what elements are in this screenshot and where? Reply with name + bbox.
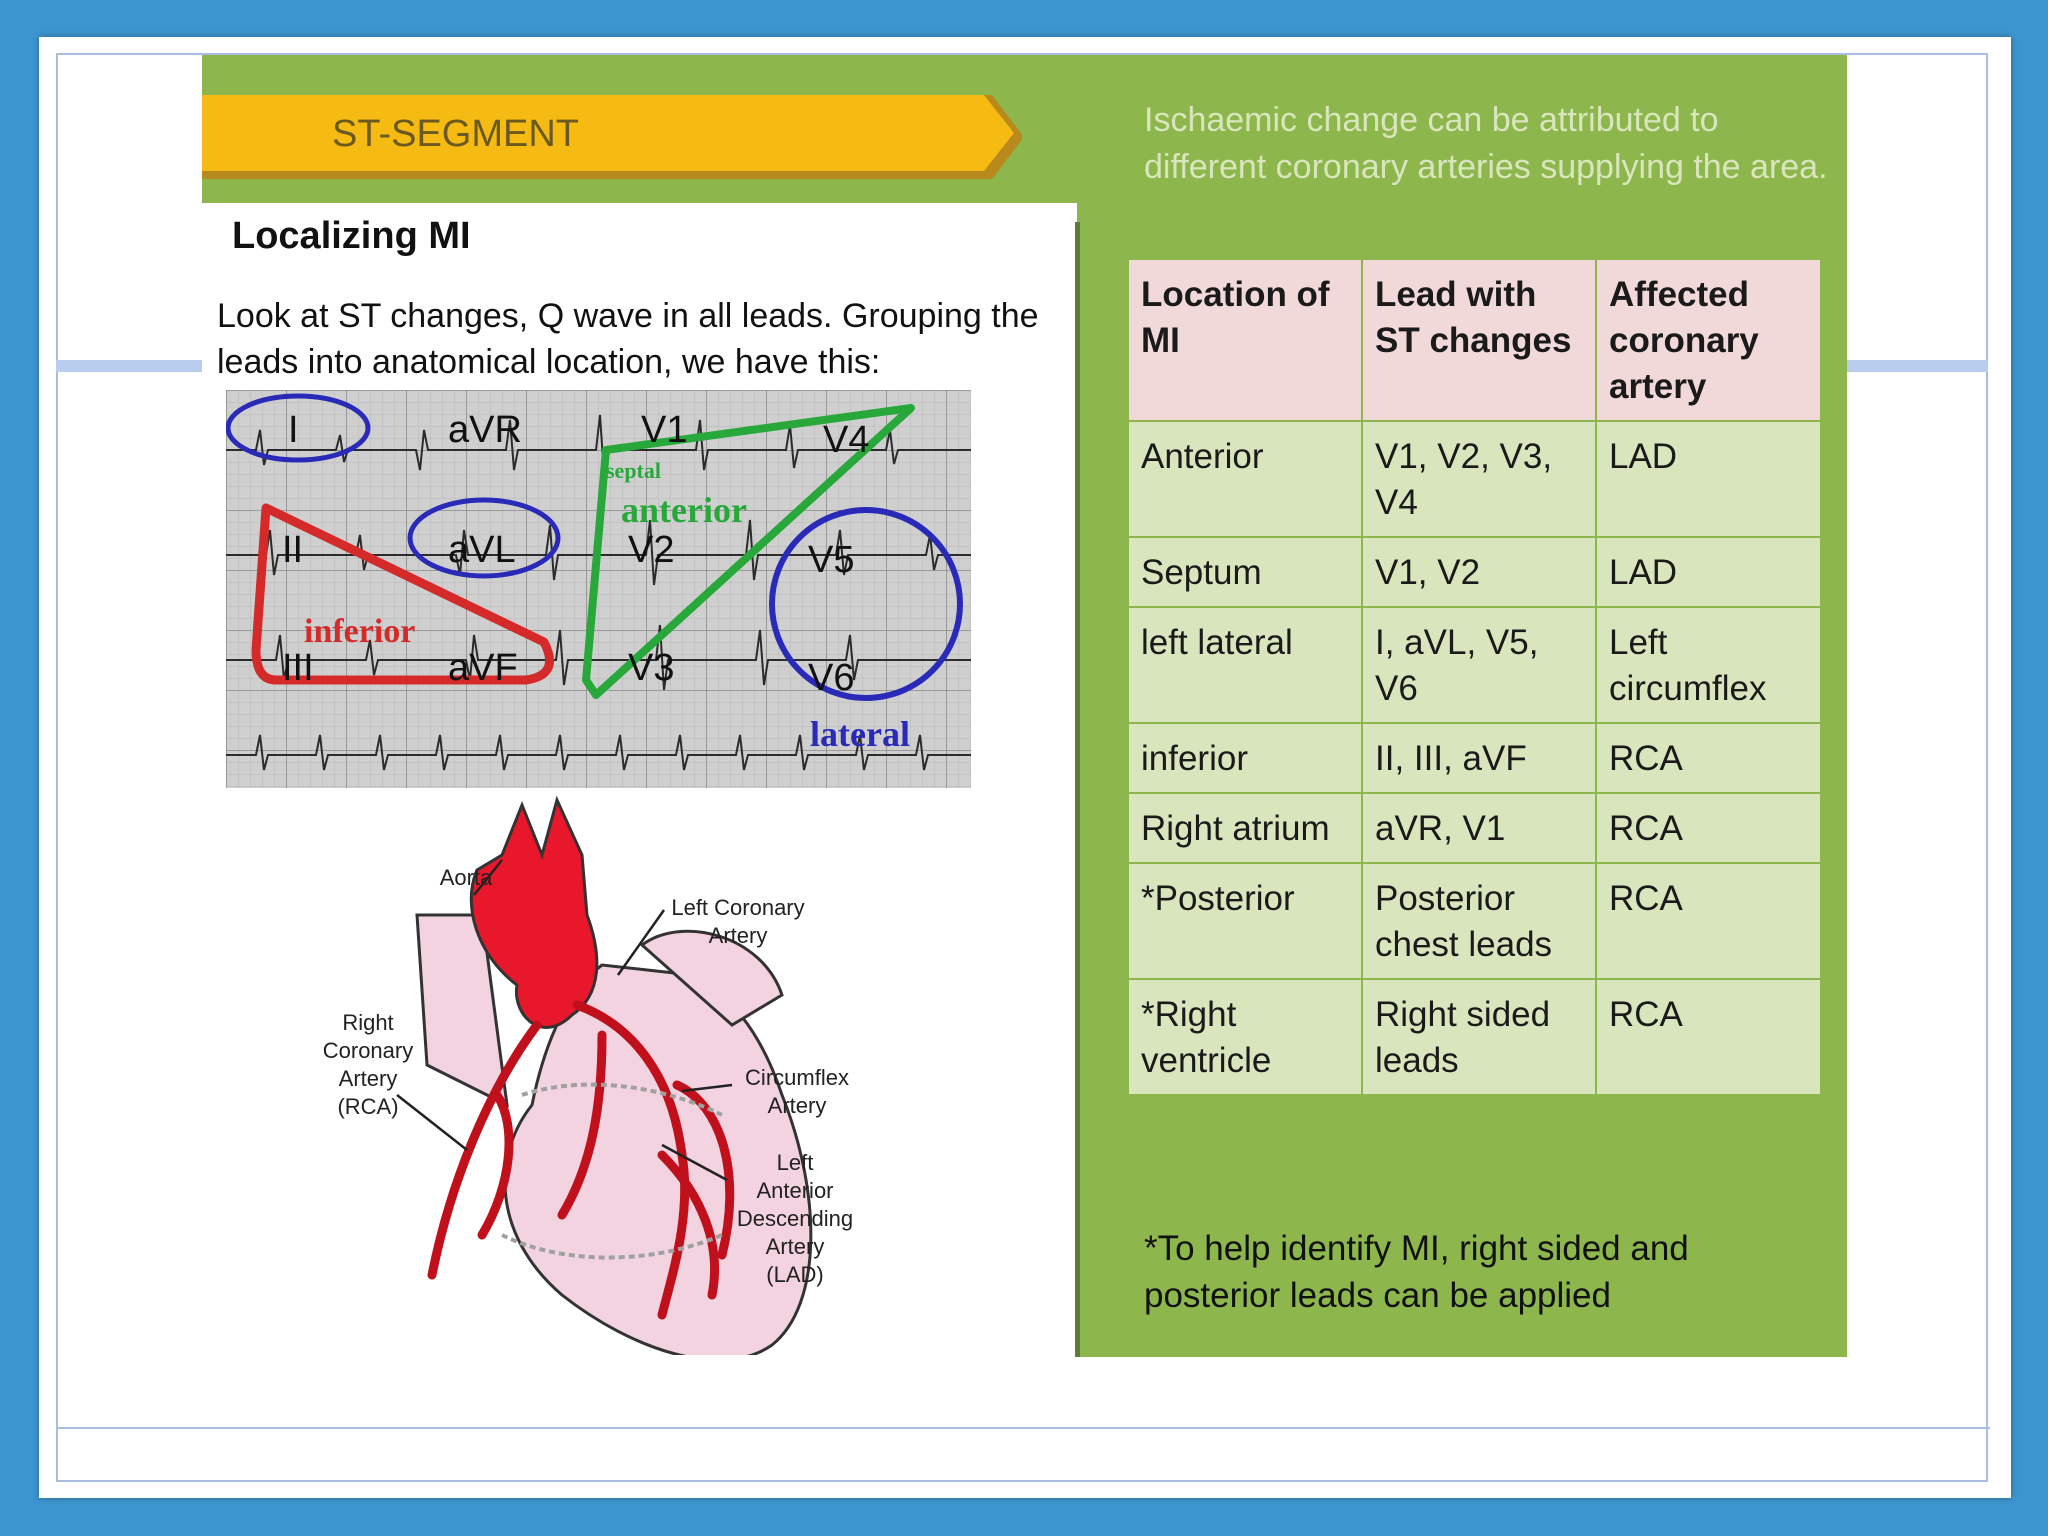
table-row [1128, 607, 1821, 723]
lca-label: Left Coronary [671, 895, 805, 920]
coronary-artery-heart-diagram [302, 795, 1002, 1355]
lad-label: Descending [736, 1206, 854, 1231]
table-row [1128, 793, 1821, 863]
page-title: Localizing MI [232, 215, 471, 257]
table-cell: II, III, aVF [1362, 723, 1596, 793]
circumflex-label: Artery [767, 1093, 827, 1118]
table-cell: RCA [1596, 723, 1821, 793]
table-cell: I, aVL, V5, V6 [1362, 607, 1596, 723]
table-cell: V1, V2, V3, V4 [1362, 421, 1596, 537]
table-row [1128, 421, 1821, 537]
section-banner [202, 95, 1022, 179]
circumflex-label: Circumflex [745, 1065, 849, 1090]
table-cell: LAD [1596, 421, 1821, 537]
mi-localization-table [1127, 258, 1822, 1096]
lead-label: V6 [808, 657, 855, 699]
ecg-leads-diagram [226, 390, 971, 788]
frame-footer-line [56, 1427, 1990, 1429]
frame-accent-right [1847, 360, 1988, 372]
lead-label: II [282, 529, 304, 571]
lead-label: aVF [448, 647, 518, 689]
rca-label: Right [342, 1010, 394, 1035]
table-header-row [1128, 259, 1821, 421]
lead-label: V4 [823, 419, 870, 461]
lad-label: Artery [765, 1234, 825, 1259]
table-row [1128, 979, 1821, 1095]
table-row [1128, 723, 1821, 793]
table-header: Location of MI [1128, 259, 1362, 421]
rca-label: Artery [338, 1066, 398, 1091]
lead-label: aVL [448, 529, 516, 571]
table-cell: *Right ventricle [1128, 979, 1362, 1095]
lead-label: V3 [628, 647, 675, 689]
table-cell: Left circumflex [1596, 607, 1821, 723]
table-cell: V1, V2 [1362, 537, 1596, 607]
table-cell: left lateral [1128, 607, 1362, 723]
table-row [1128, 537, 1821, 607]
septal-label: septal [606, 458, 661, 483]
table-cell: *Posterior [1128, 863, 1362, 979]
table-header: Affected coronary artery [1596, 259, 1821, 421]
lateral-label: lateral [810, 714, 910, 754]
table-cell: Septum [1128, 537, 1362, 607]
rca-label: (RCA) [337, 1094, 399, 1119]
banner-title: ST-SEGMENT [332, 113, 580, 155]
lead-label: V5 [808, 539, 855, 581]
inferior-label: inferior [304, 613, 416, 650]
lead-label: I [288, 409, 299, 451]
table-cell: Right sided leads [1362, 979, 1596, 1095]
lead-label: V1 [641, 409, 688, 451]
table-cell: Right atrium [1128, 793, 1362, 863]
lca-label: Artery [708, 923, 768, 948]
table-cell: LAD [1596, 537, 1821, 607]
lead-label: V2 [628, 529, 675, 571]
panel-divider [1075, 222, 1080, 1357]
table-cell: Anterior [1128, 421, 1362, 537]
anterior-label: anterior [621, 490, 747, 530]
lad-label: Anterior [756, 1178, 834, 1203]
table-cell: RCA [1596, 793, 1821, 863]
table-cell: RCA [1596, 863, 1821, 979]
intro-text: Ischaemic change can be attributed to different coronary arteries supplying the area. [1144, 101, 1828, 186]
table-cell: RCA [1596, 979, 1821, 1095]
table-row [1128, 863, 1821, 979]
slide [202, 55, 1847, 1357]
table-cell: Posterior chest leads [1362, 863, 1596, 979]
description-text: Look at ST changes, Q wave in all leads. Grouping the leads into anatomical location, we have this: [217, 297, 1039, 381]
table-header: Lead with ST changes [1362, 259, 1596, 421]
table-cell: aVR, V1 [1362, 793, 1596, 863]
rca-label: Coronary [322, 1038, 414, 1063]
lead-label: aVR [448, 409, 522, 451]
lead-label: III [282, 647, 314, 689]
footnote-text: *To help identify MI, right sided and posterior leads can be applied [1144, 1229, 1689, 1315]
table-cell: inferior [1128, 723, 1362, 793]
lad-label: Left [776, 1150, 814, 1175]
aorta-label: Aorta [439, 865, 493, 890]
lad-label: (LAD) [766, 1262, 824, 1287]
